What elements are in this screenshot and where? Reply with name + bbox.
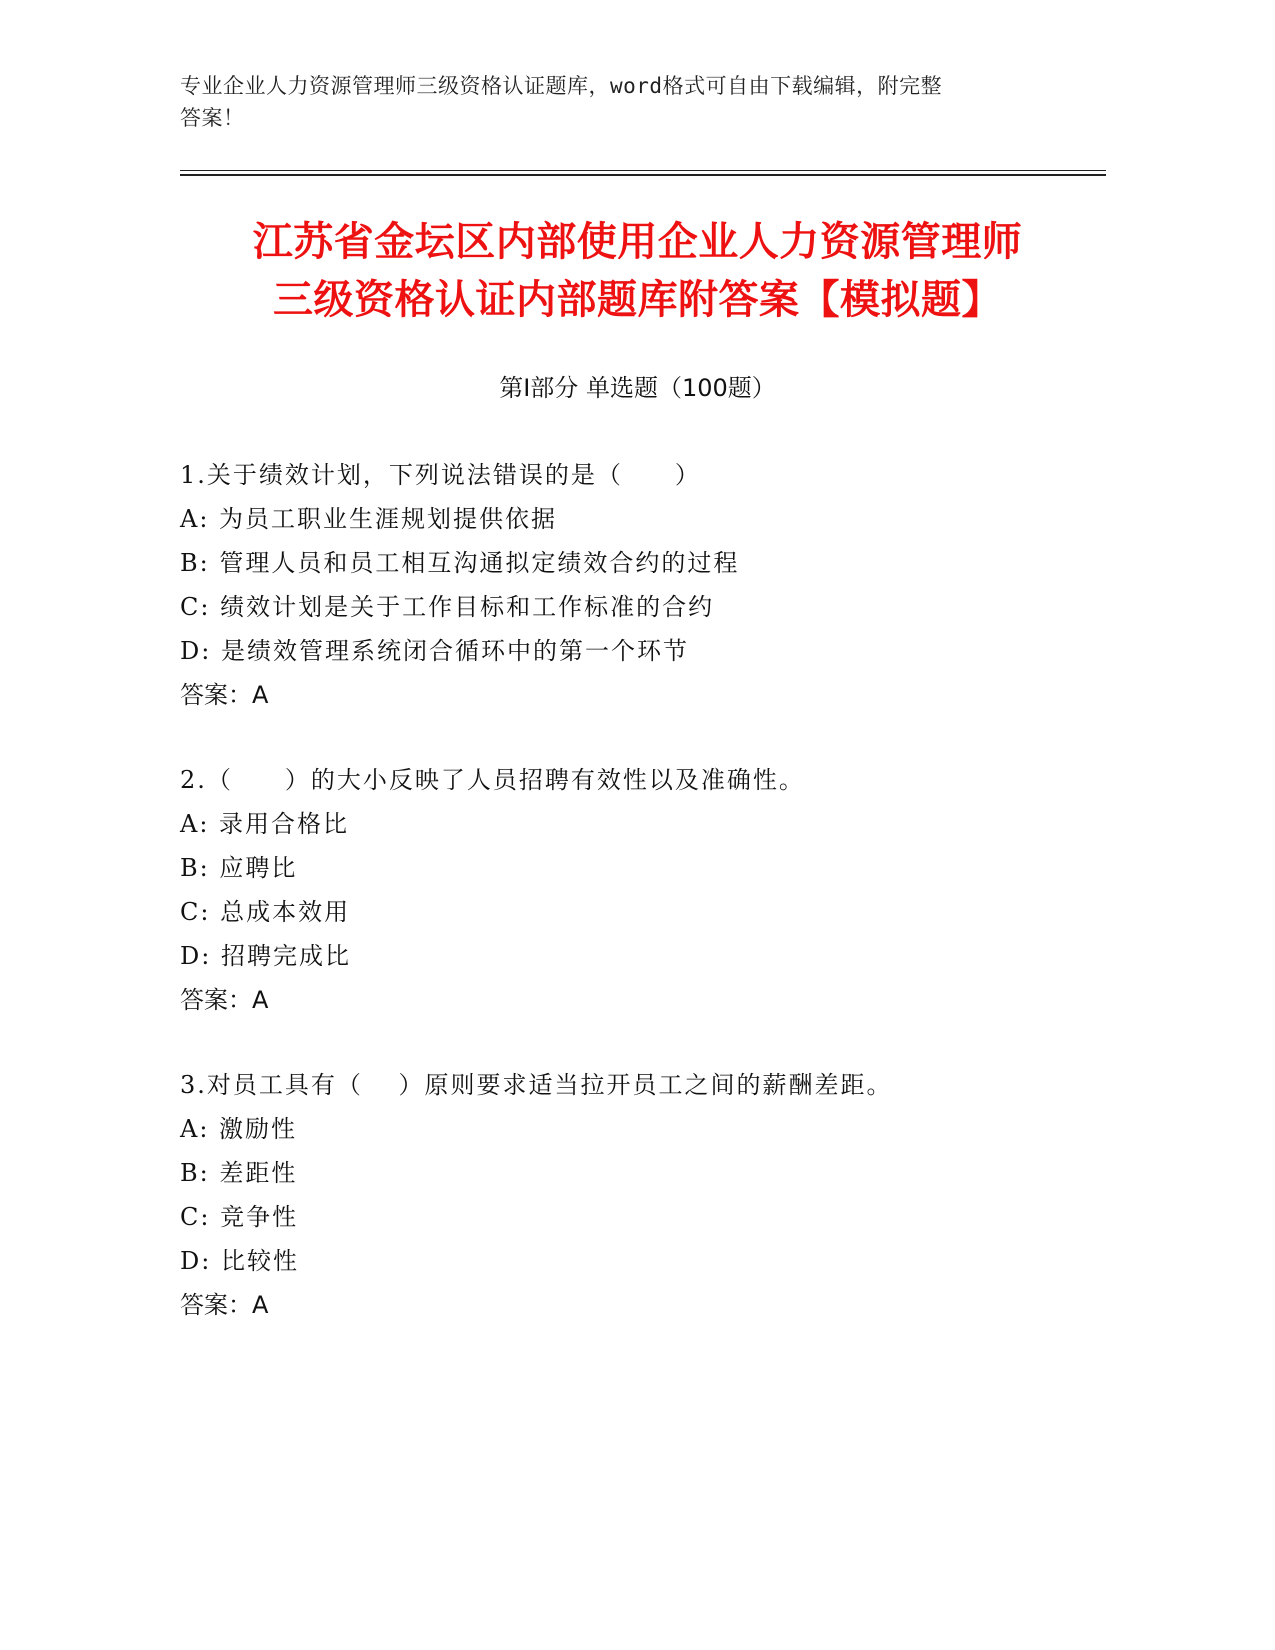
answer-line: 答案：A	[180, 1291, 269, 1319]
header-note	[180, 70, 1060, 134]
question-stem: 1.关于绩效计划，下列说法错误的是（ ）	[180, 461, 701, 489]
header-note-line-1: 专业企业人力资源管理师三级资格认证题库，word格式可自由下载编辑，附完整	[180, 74, 943, 98]
option-b: B: 管理人员和员工相互沟通拟定绩效合约的过程	[180, 549, 740, 577]
option-c: C: 竞争性	[180, 1203, 299, 1231]
section-heading: 第Ⅰ部分 单选题（100题）	[499, 374, 776, 402]
document-title-line-1: 江苏省金坛区内部使用企业人力资源管理师	[252, 219, 1023, 265]
option-d: D: 是绩效管理系统闭合循环中的第一个环节	[180, 637, 689, 665]
answer-line: 答案：A	[180, 986, 269, 1014]
option-c: C: 总成本效用	[180, 898, 351, 926]
option-d: D: 招聘完成比	[180, 942, 351, 970]
question-stem: 2.（ ）的大小反映了人员招聘有效性以及准确性。	[180, 766, 805, 794]
header-divider-thick	[180, 174, 1106, 176]
option-c: C: 绩效计划是关于工作目标和工作标准的合约	[180, 593, 715, 621]
question-3	[180, 1063, 1100, 1327]
header-note-line-2: 答案！	[180, 106, 245, 130]
header-divider-thin	[180, 170, 1106, 171]
answer-line: 答案：A	[180, 681, 269, 709]
question-stem: 3.对员工具有（ ）原则要求适当拉开员工之间的薪酬差距。	[180, 1071, 893, 1099]
question-1	[180, 453, 1100, 717]
question-2	[180, 758, 1100, 1022]
option-a: A: 激励性	[180, 1115, 298, 1143]
option-d: D: 比较性	[180, 1247, 299, 1275]
document-title	[150, 213, 1125, 329]
option-a: A: 为员工职业生涯规划提供依据	[180, 505, 558, 533]
option-a: A: 录用合格比	[180, 810, 350, 838]
option-b: B: 差距性	[180, 1159, 298, 1187]
option-b: B: 应聘比	[180, 854, 298, 882]
document-title-line-2: 三级资格认证内部题库附答案【模拟题】	[273, 277, 1002, 323]
